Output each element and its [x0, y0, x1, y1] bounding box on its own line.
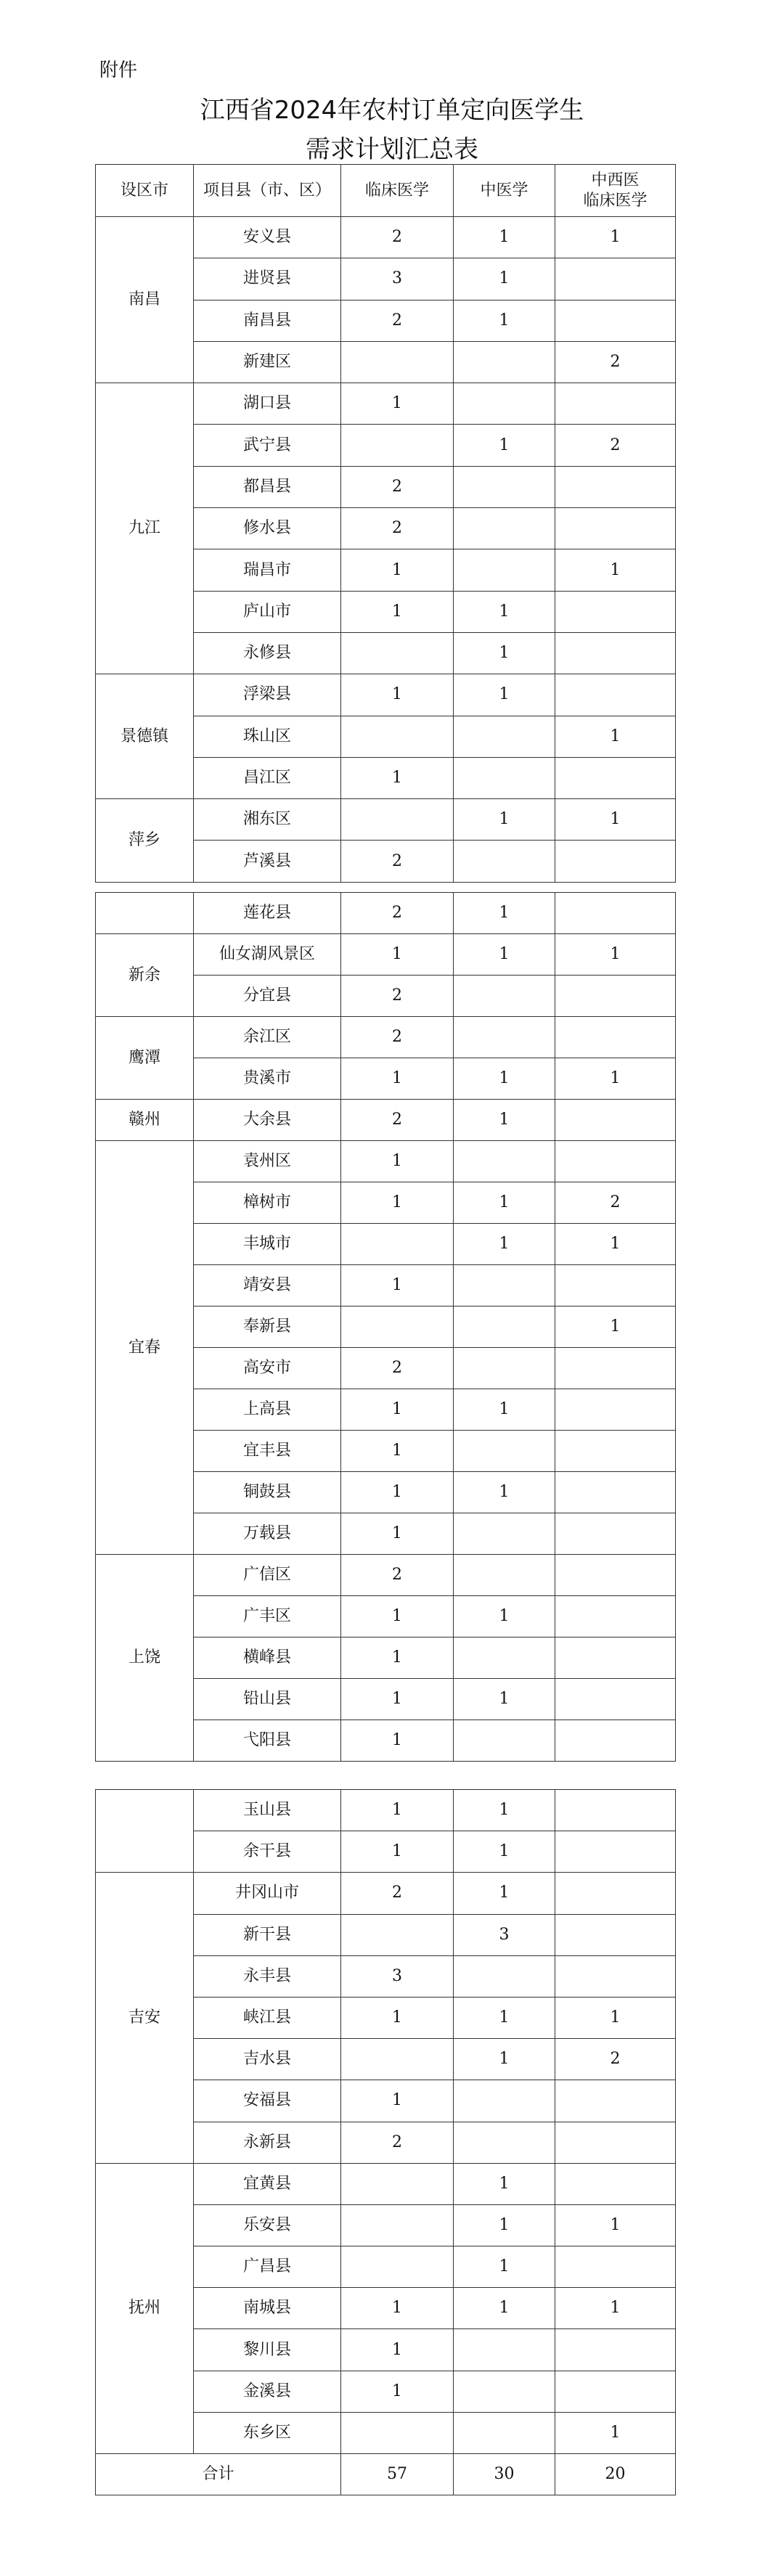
- tcm-count: [454, 1720, 555, 1762]
- integrated-count: [555, 1637, 676, 1679]
- clinical-count: 1: [341, 2288, 454, 2329]
- clinical-count: 2: [341, 508, 454, 549]
- integrated-count: [555, 976, 676, 1017]
- clinical-count: [341, 2204, 454, 2246]
- integrated-count: [555, 1679, 676, 1720]
- county-cell: 瑞昌市: [194, 549, 341, 591]
- county-cell: 丰城市: [194, 1224, 341, 1265]
- integrated-count: [555, 1513, 676, 1555]
- city-cell: 鹰潭: [96, 1017, 194, 1100]
- clinical-count: [341, 2163, 454, 2204]
- tcm-count: [454, 1637, 555, 1679]
- county-cell: 樟树市: [194, 1182, 341, 1224]
- total-label: 合计: [96, 2454, 341, 2495]
- requirement-table-1: [95, 164, 676, 883]
- integrated-count: 2: [555, 425, 676, 466]
- clinical-count: 1: [341, 1831, 454, 1873]
- total-row: [96, 2454, 676, 2495]
- integrated-count: 2: [555, 341, 676, 383]
- clinical-count: [341, 425, 454, 466]
- tcm-count: 1: [454, 934, 555, 976]
- county-cell: 横峰县: [194, 1637, 341, 1679]
- clinical-count: [341, 2412, 454, 2453]
- tcm-count: 1: [454, 1100, 555, 1141]
- tcm-count: [454, 716, 555, 757]
- page-subtitle: 需求计划汇总表: [306, 135, 478, 164]
- integrated-count: 2: [555, 1182, 676, 1224]
- tcm-count: [454, 508, 555, 549]
- tcm-count: [454, 341, 555, 383]
- tcm-count: 1: [454, 1596, 555, 1637]
- table-row: [96, 1555, 676, 1596]
- tcm-count: 1: [454, 893, 555, 934]
- tcm-count: 1: [454, 2246, 555, 2288]
- tcm-count: 1: [454, 2163, 555, 2204]
- clinical-count: [341, 1224, 454, 1265]
- tcm-count: 1: [454, 1389, 555, 1431]
- integrated-count: [555, 2246, 676, 2288]
- clinical-count: 1: [341, 1513, 454, 1555]
- tcm-count: 1: [454, 674, 555, 716]
- tcm-count: 1: [454, 1997, 555, 2038]
- clinical-count: 1: [341, 934, 454, 976]
- clinical-count: [341, 799, 454, 841]
- clinical-count: 1: [341, 1472, 454, 1513]
- clinical-count: 2: [341, 976, 454, 1017]
- clinical-count: 1: [341, 383, 454, 425]
- county-cell: 湖口县: [194, 383, 341, 425]
- clinical-count: 1: [341, 1182, 454, 1224]
- tcm-count: [454, 1513, 555, 1555]
- clinical-count: 3: [341, 258, 454, 300]
- tcm-count: [454, 1307, 555, 1348]
- county-cell: 广丰区: [194, 1596, 341, 1637]
- integrated-count: [555, 1389, 676, 1431]
- table-row: [96, 2163, 676, 2204]
- county-cell: 大余县: [194, 1100, 341, 1141]
- clinical-count: [341, 2246, 454, 2288]
- city-cell: 景德镇: [96, 674, 194, 799]
- county-cell: 永丰县: [194, 1955, 341, 1997]
- integrated-count: [555, 1017, 676, 1058]
- tcm-count: [454, 2329, 555, 2371]
- clinical-count: 1: [341, 2371, 454, 2412]
- tcm-count: 1: [454, 2288, 555, 2329]
- header-integrated: 中西医 临床医学: [555, 165, 676, 217]
- tcm-count: 1: [454, 2204, 555, 2246]
- county-cell: 贵溪市: [194, 1058, 341, 1100]
- county-cell: 奉新县: [194, 1307, 341, 1348]
- clinical-count: 2: [341, 300, 454, 341]
- clinical-count: 1: [341, 549, 454, 591]
- county-cell: 井冈山市: [194, 1873, 341, 1914]
- tcm-count: [454, 2371, 555, 2412]
- table-row: [96, 217, 676, 258]
- tcm-count: 1: [454, 591, 555, 632]
- clinical-count: 1: [341, 1058, 454, 1100]
- tcm-count: [454, 1955, 555, 1997]
- county-cell: 昌江区: [194, 757, 341, 798]
- integrated-count: [555, 893, 676, 934]
- tcm-count: 1: [454, 2039, 555, 2080]
- header-clinical: 临床医学: [341, 165, 454, 217]
- county-cell: 南昌县: [194, 300, 341, 341]
- county-cell: 都昌县: [194, 466, 341, 507]
- tcm-count: 1: [454, 632, 555, 674]
- clinical-count: 2: [341, 841, 454, 882]
- county-cell: 宜丰县: [194, 1431, 341, 1472]
- county-cell: 芦溪县: [194, 841, 341, 882]
- clinical-count: 2: [341, 1100, 454, 1141]
- county-cell: 广昌县: [194, 2246, 341, 2288]
- county-cell: 万载县: [194, 1513, 341, 1555]
- tcm-count: 1: [454, 1790, 555, 1831]
- integrated-count: [555, 1914, 676, 1955]
- total-tcm: 30: [454, 2454, 555, 2495]
- county-cell: 珠山区: [194, 716, 341, 757]
- county-cell: 武宁县: [194, 425, 341, 466]
- clinical-count: 3: [341, 1955, 454, 1997]
- tcm-count: 1: [454, 1058, 555, 1100]
- integrated-count: [555, 1472, 676, 1513]
- clinical-count: 1: [341, 1265, 454, 1307]
- tcm-count: [454, 1141, 555, 1182]
- tcm-count: [454, 1265, 555, 1307]
- integrated-count: [555, 300, 676, 341]
- county-cell: 余江区: [194, 1017, 341, 1058]
- integrated-count: [555, 1265, 676, 1307]
- total-clinical: 57: [341, 2454, 454, 2495]
- tcm-count: 1: [454, 1873, 555, 1914]
- integrated-count: [555, 1720, 676, 1762]
- tcm-count: [454, 976, 555, 1017]
- integrated-count: [555, 1955, 676, 1997]
- county-cell: 莲花县: [194, 893, 341, 934]
- integrated-count: 1: [555, 1224, 676, 1265]
- tcm-count: 1: [454, 217, 555, 258]
- integrated-count: [555, 1831, 676, 1873]
- tcm-count: 1: [454, 1472, 555, 1513]
- clinical-count: 2: [341, 1555, 454, 1596]
- city-cell: [96, 1790, 194, 1873]
- clinical-count: 2: [341, 2122, 454, 2163]
- tcm-count: [454, 1431, 555, 1472]
- integrated-count: [555, 1431, 676, 1472]
- tcm-count: [454, 1555, 555, 1596]
- tcm-count: 1: [454, 799, 555, 841]
- clinical-count: 1: [341, 757, 454, 798]
- county-cell: 进贤县: [194, 258, 341, 300]
- integrated-count: [555, 591, 676, 632]
- clinical-count: [341, 716, 454, 757]
- county-cell: 庐山市: [194, 591, 341, 632]
- clinical-count: [341, 2039, 454, 2080]
- header-tcm: 中医学: [454, 165, 555, 217]
- tcm-count: 1: [454, 1224, 555, 1265]
- integrated-count: [555, 1555, 676, 1596]
- clinical-count: [341, 341, 454, 383]
- county-cell: 湘东区: [194, 799, 341, 841]
- clinical-count: 1: [341, 1637, 454, 1679]
- attachment-label: 附件: [99, 60, 138, 81]
- county-cell: 安义县: [194, 217, 341, 258]
- integrated-count: [555, 466, 676, 507]
- tcm-count: [454, 757, 555, 798]
- city-cell: 宜春: [96, 1141, 194, 1555]
- integrated-count: [555, 1790, 676, 1831]
- integrated-count: [555, 383, 676, 425]
- city-cell: 吉安: [96, 1873, 194, 2163]
- integrated-count: [555, 674, 676, 716]
- integrated-count: [555, 1873, 676, 1914]
- table-row: [96, 674, 676, 716]
- county-cell: 新建区: [194, 341, 341, 383]
- integrated-count: [555, 2329, 676, 2371]
- integrated-count: [555, 2163, 676, 2204]
- table-row: [96, 934, 676, 976]
- table-row: [96, 799, 676, 841]
- tcm-count: 1: [454, 1831, 555, 1873]
- county-cell: 高安市: [194, 1348, 341, 1389]
- integrated-count: [555, 508, 676, 549]
- header-city: 设区市: [96, 165, 194, 217]
- county-cell: 乐安县: [194, 2204, 341, 2246]
- table-row: [96, 893, 676, 934]
- tcm-count: [454, 2080, 555, 2122]
- county-cell: 金溪县: [194, 2371, 341, 2412]
- clinical-count: 1: [341, 2329, 454, 2371]
- clinical-count: 1: [341, 1141, 454, 1182]
- clinical-count: [341, 1914, 454, 1955]
- integrated-count: 2: [555, 2039, 676, 2080]
- county-cell: 余干县: [194, 1831, 341, 1873]
- page-title: 江西省2024年农村订单定向医学生: [200, 96, 584, 125]
- clinical-count: 1: [341, 1431, 454, 1472]
- clinical-count: 1: [341, 1997, 454, 2038]
- clinical-count: [341, 1307, 454, 1348]
- integrated-count: [555, 1100, 676, 1141]
- county-cell: 玉山县: [194, 1790, 341, 1831]
- integrated-count: [555, 258, 676, 300]
- integrated-count: [555, 2122, 676, 2163]
- county-cell: 弋阳县: [194, 1720, 341, 1762]
- clinical-count: 2: [341, 466, 454, 507]
- integrated-count: [555, 1596, 676, 1637]
- integrated-count: 1: [555, 2412, 676, 2453]
- tcm-count: [454, 1017, 555, 1058]
- integrated-count: 1: [555, 2288, 676, 2329]
- tcm-count: 1: [454, 425, 555, 466]
- table-row: [96, 1017, 676, 1058]
- county-cell: 靖安县: [194, 1265, 341, 1307]
- county-cell: 宜黄县: [194, 2163, 341, 2204]
- integrated-count: 1: [555, 549, 676, 591]
- county-cell: 新干县: [194, 1914, 341, 1955]
- integrated-count: [555, 632, 676, 674]
- tcm-count: [454, 549, 555, 591]
- integrated-count: 1: [555, 217, 676, 258]
- tcm-count: 3: [454, 1914, 555, 1955]
- county-cell: 修水县: [194, 508, 341, 549]
- clinical-count: 2: [341, 1348, 454, 1389]
- integrated-count: [555, 2371, 676, 2412]
- city-cell: 新余: [96, 934, 194, 1017]
- county-cell: 峡江县: [194, 1997, 341, 2038]
- table-row: [96, 1790, 676, 1831]
- clinical-count: 1: [341, 1596, 454, 1637]
- tcm-count: 1: [454, 1182, 555, 1224]
- clinical-count: 2: [341, 1017, 454, 1058]
- clinical-count: 1: [341, 591, 454, 632]
- integrated-count: 1: [555, 716, 676, 757]
- integrated-count: 1: [555, 934, 676, 976]
- table-row: [96, 1873, 676, 1914]
- integrated-count: 1: [555, 1997, 676, 2038]
- tcm-count: [454, 466, 555, 507]
- requirement-table-3: [95, 1789, 676, 2495]
- city-cell: 赣州: [96, 1100, 194, 1141]
- county-cell: 南城县: [194, 2288, 341, 2329]
- integrated-count: [555, 2080, 676, 2122]
- county-cell: 铅山县: [194, 1679, 341, 1720]
- clinical-count: 1: [341, 1790, 454, 1831]
- tcm-count: [454, 383, 555, 425]
- county-cell: 铜鼓县: [194, 1472, 341, 1513]
- tcm-count: [454, 2122, 555, 2163]
- city-cell: 九江: [96, 383, 194, 674]
- city-cell: 上饶: [96, 1555, 194, 1762]
- county-cell: 分宜县: [194, 976, 341, 1017]
- city-cell: 抚州: [96, 2163, 194, 2453]
- county-cell: 上高县: [194, 1389, 341, 1431]
- county-cell: 黎川县: [194, 2329, 341, 2371]
- requirement-table-2: [95, 892, 676, 1762]
- county-cell: 永修县: [194, 632, 341, 674]
- table-row: [96, 1141, 676, 1182]
- tcm-count: [454, 841, 555, 882]
- tcm-count: [454, 2412, 555, 2453]
- total-integrated: 20: [555, 2454, 676, 2495]
- city-cell: 南昌: [96, 217, 194, 383]
- clinical-count: [341, 632, 454, 674]
- clinical-count: 1: [341, 1679, 454, 1720]
- header-county: 项目县（市、区）: [194, 165, 341, 217]
- county-cell: 吉水县: [194, 2039, 341, 2080]
- clinical-count: 1: [341, 1720, 454, 1762]
- table-row: [96, 383, 676, 425]
- county-cell: 浮梁县: [194, 674, 341, 716]
- county-cell: 安福县: [194, 2080, 341, 2122]
- tcm-count: [454, 1348, 555, 1389]
- table-header-row: [96, 165, 676, 217]
- clinical-count: 2: [341, 1873, 454, 1914]
- tcm-count: 1: [454, 300, 555, 341]
- integrated-count: [555, 757, 676, 798]
- integrated-count: 1: [555, 2204, 676, 2246]
- tcm-count: 1: [454, 1679, 555, 1720]
- clinical-count: 1: [341, 1389, 454, 1431]
- integrated-count: 1: [555, 1058, 676, 1100]
- county-cell: 仙女湖风景区: [194, 934, 341, 976]
- integrated-count: [555, 1348, 676, 1389]
- integrated-count: [555, 1141, 676, 1182]
- integrated-count: 1: [555, 799, 676, 841]
- integrated-count: [555, 841, 676, 882]
- clinical-count: 1: [341, 674, 454, 716]
- county-cell: 广信区: [194, 1555, 341, 1596]
- county-cell: 永新县: [194, 2122, 341, 2163]
- clinical-count: 2: [341, 217, 454, 258]
- integrated-count: 1: [555, 1307, 676, 1348]
- county-cell: 袁州区: [194, 1141, 341, 1182]
- city-cell: 萍乡: [96, 799, 194, 883]
- county-cell: 东乡区: [194, 2412, 341, 2453]
- city-cell: [96, 893, 194, 934]
- clinical-count: 2: [341, 893, 454, 934]
- tcm-count: 1: [454, 258, 555, 300]
- table-row: [96, 1100, 676, 1141]
- clinical-count: 1: [341, 2080, 454, 2122]
